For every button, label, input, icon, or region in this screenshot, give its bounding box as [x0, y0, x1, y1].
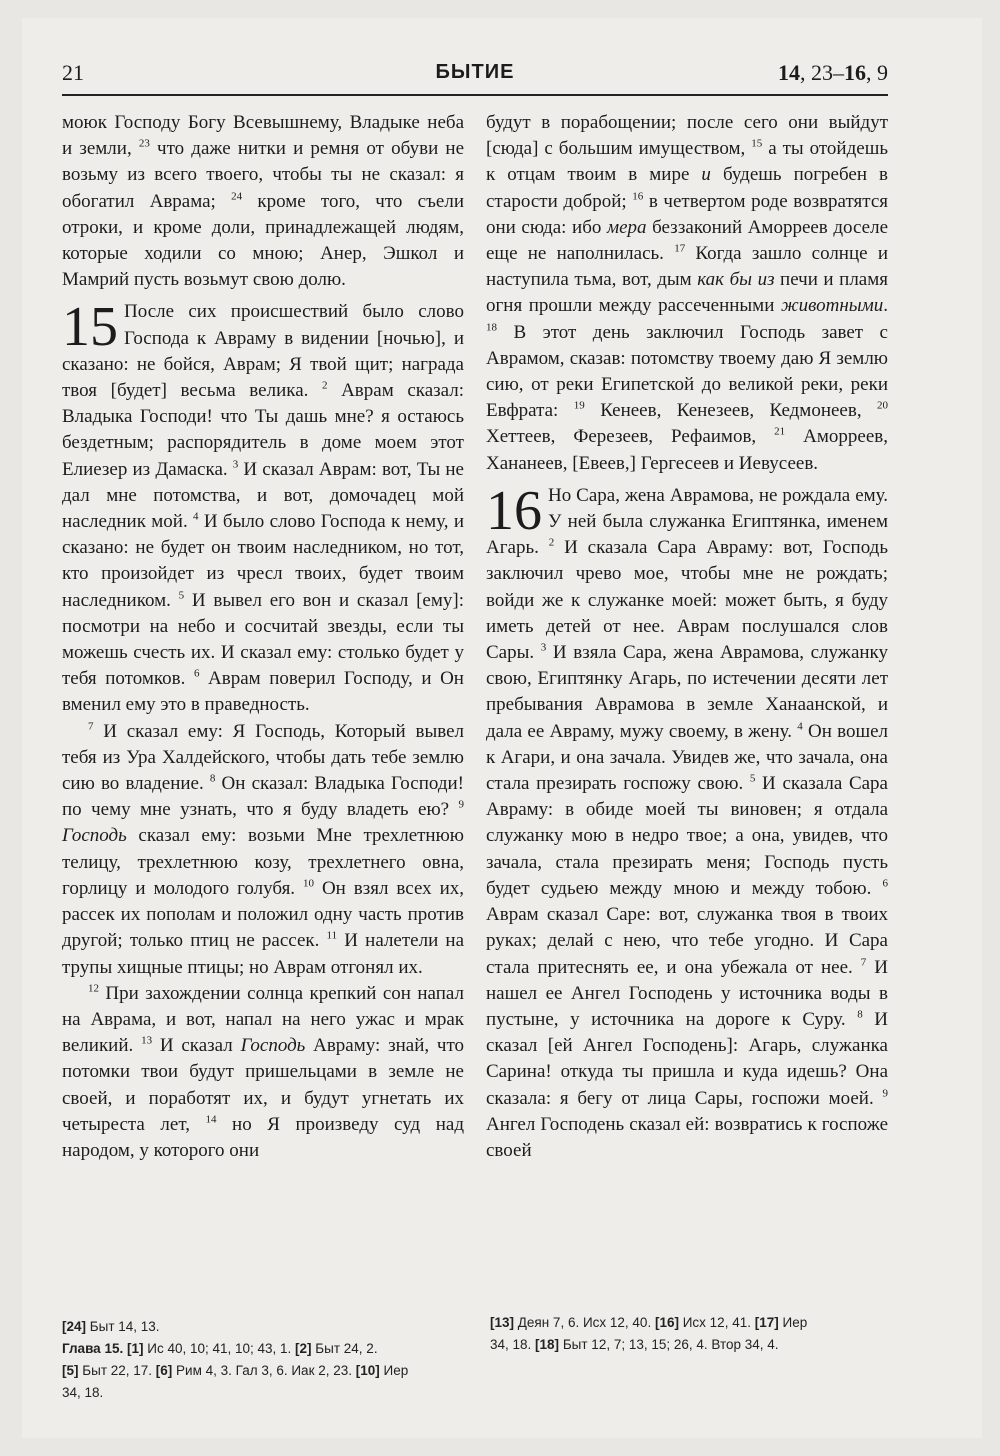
- right-column: [486, 110, 888, 1164]
- footnotes-right: [490, 1312, 890, 1356]
- paragraph: моюк Господу Богу Всевышнему, Владыке неба и земли, $^{23}$ что даже нитки и ремня от обуви не возьму из всего твоего, чтобы ты не сказал: я обогатил Аврама; $^{24}$ кроме того, что съели отроки, и кроме доли, принадлежащей людям, которые ходили со мною; Анер, Эшкол и Мамрий пусть возьмут свою долю.: [62, 112, 464, 291]
- chapter-number: 16: [486, 479, 542, 542]
- chapter-16-paragraph: 16 Но Сара, жена Аврамова, не рождала ему. У ней была служанка Египтянка, именем Агарь. $^2$ И сказала Сара Авраму: вот, Господь заключил чрево мое, чтобы мне не рождать; войди же к служанке моей: может быть, я буду иметь детей от нее. Аврам послушался слов Сары. $^3$ И взяла Сара, жена Аврамова, служанку свою, Египтянку Агарь, по истечении десяти лет пребывания Аврамова в земле Ханаанской, и дала ее Авраму, мужу своему, в жену. $^4$ Он вошел к Агари, и она зачала. Увидев же, что зачала, она стала презирать госпожу свою. $^5$ И сказала Сара Авраму: в обиде моей ты виновен; я отдала служанку мою в недро твое; а она, увидев, что зачала, стала презирать меня; Господь пусть будет судьею между мною и между тобою. $^6$ Аврам сказал Саре: вот, служанка твоя в твоих руках; делай с нею, что тебе угодно. И Сара стала притеснять ее, и она убежала от нее. $^7$ И нашел ее Ангел Господень у источника воды в пустыне, у источника на дороге к Суру. $^8$ И сказал [ей Ангел Господень]: Агарь, служанка Сарина! откуда ты пришла и куда идешь? Она сказала: я бегу от лица Сары, госпожи моей. $^9$ Ангел Господень сказал ей: возвратись к госпоже своей: [486, 479, 889, 1161]
- page-number: 21: [62, 60, 84, 85]
- chapter-15-paragraph: 15 После сих происшествий было слово Господа к Авраму в видении [ночью], и сказано: не бойся, Аврам; Я твой щит; награда твоя [будет] весьма велика. $^2$ Аврам сказал: Владыка Господи! что Ты дашь мне? я остаюсь бездетным; распорядитель в доме моем этот Елиезер из Дамаска. $^3$ И сказал Аврам: вот, Ты не дал мне потомства, и вот, домочадец мой наследник мой. $^4$ И было слово Господа к нему, и сказано: не будет он твоим наследником, но тот, кто произойдет из чресл твоих, будет твоим наследником. $^5$ И вывел его вон и сказал [ему]: посмотри на небо и сосчитай звезды, если ты можешь счесть их. И сказал ему: столько будет у тебя потомков. $^6$ Аврам поверил Господу, и Он вменил ему это в праведность.: [62, 296, 465, 716]
- chapter-verse-range: 14, 23–16, 9: [778, 60, 888, 85]
- footnote-line: [24] Быт 14, 13.: [62, 1319, 160, 1334]
- footnotes-left: [62, 1316, 472, 1404]
- chapter-number: 15: [62, 296, 118, 359]
- running-header: [62, 58, 888, 96]
- left-column: [62, 110, 464, 1164]
- paragraph: $^7$ И сказал ему: Я Господь, Который вывел тебя из Ура Халдейского, чтобы дать тебе землю сию во владение. $^8$ Он сказал: Владыка Господи! по чему мне узнать, что я буду владеть ею? $^9$ Господь сказал ему: возьми Мне трехлетнюю телицу, трехлетнюю козу, трехлетнего овна, горлицу и молодого голубя. $^{10}$ Он взял всех их, рассек их пополам и положил одну часть против другой; только птиц не рассек. $^{11}$ И налетели на трупы хищные птицы; но Аврам отгонял их.: [62, 720, 465, 978]
- paragraph: будут в порабощении; после сего они выйдут [сюда] с большим имуществом, $^{15}$ а ты отойдешь к отцам твоим в мире и будешь погребен в старости доброй; $^{16}$ в четвертом роде возвратятся они сюда: ибо мера беззаконий Аморреев доселе еще не наполнилась. $^{17}$ Когда зашло солнце и наступила тьма, вот, дым как бы из печи и пламя огня прошли между рассеченными животными. $^{18}$ В этот день заключил Господь завет с Аврамом, сказав: потомству твоему даю Я землю сию, от реки Египетской до великой реки, реки Евфрата: $^{19}$ Кенеев, Кенезеев, Кедмонеев, $^{20}$ Хеттеев, Ферезеев, Рефаимов, $^{21}$ Аморреев, Хананеев, [Евеев,] Гергесеев и Иевусеев.: [486, 112, 889, 474]
- paragraph: $^{12}$ При захождении солнца крепкий сон напал на Аврама, и вот, напал на него ужас и мрак великий. $^{13}$ И сказал Господь Авраму: знай, что потомки твои будут пришельцами в земле не своей, и поработят их, и будут угнетать их четыреста лет, $^{14}$ но Я произведу суд над народом, у которого они: [62, 982, 465, 1161]
- footnote-line: Глава 15. [1] Ис 40, 10; 41, 10; 43, 1. [2] Быт 24, 2.: [62, 1341, 378, 1356]
- footnote-line: [13] Деян 7, 6. Исх 12, 40. [16] Исх 12, 41. [17] Иер: [490, 1315, 808, 1330]
- footnote-line: 34, 18. [18] Быт 12, 7; 13, 15; 26, 4. Втор 34, 4.: [490, 1337, 779, 1352]
- footnote-line: [5] Быт 22, 17. [6] Рим 4, 3. Гал 3, 6. Иак 2, 23. [10] Иер: [62, 1363, 409, 1378]
- footnote-line: 34, 18.: [62, 1385, 104, 1400]
- book-title: БЫТИЕ: [435, 61, 515, 83]
